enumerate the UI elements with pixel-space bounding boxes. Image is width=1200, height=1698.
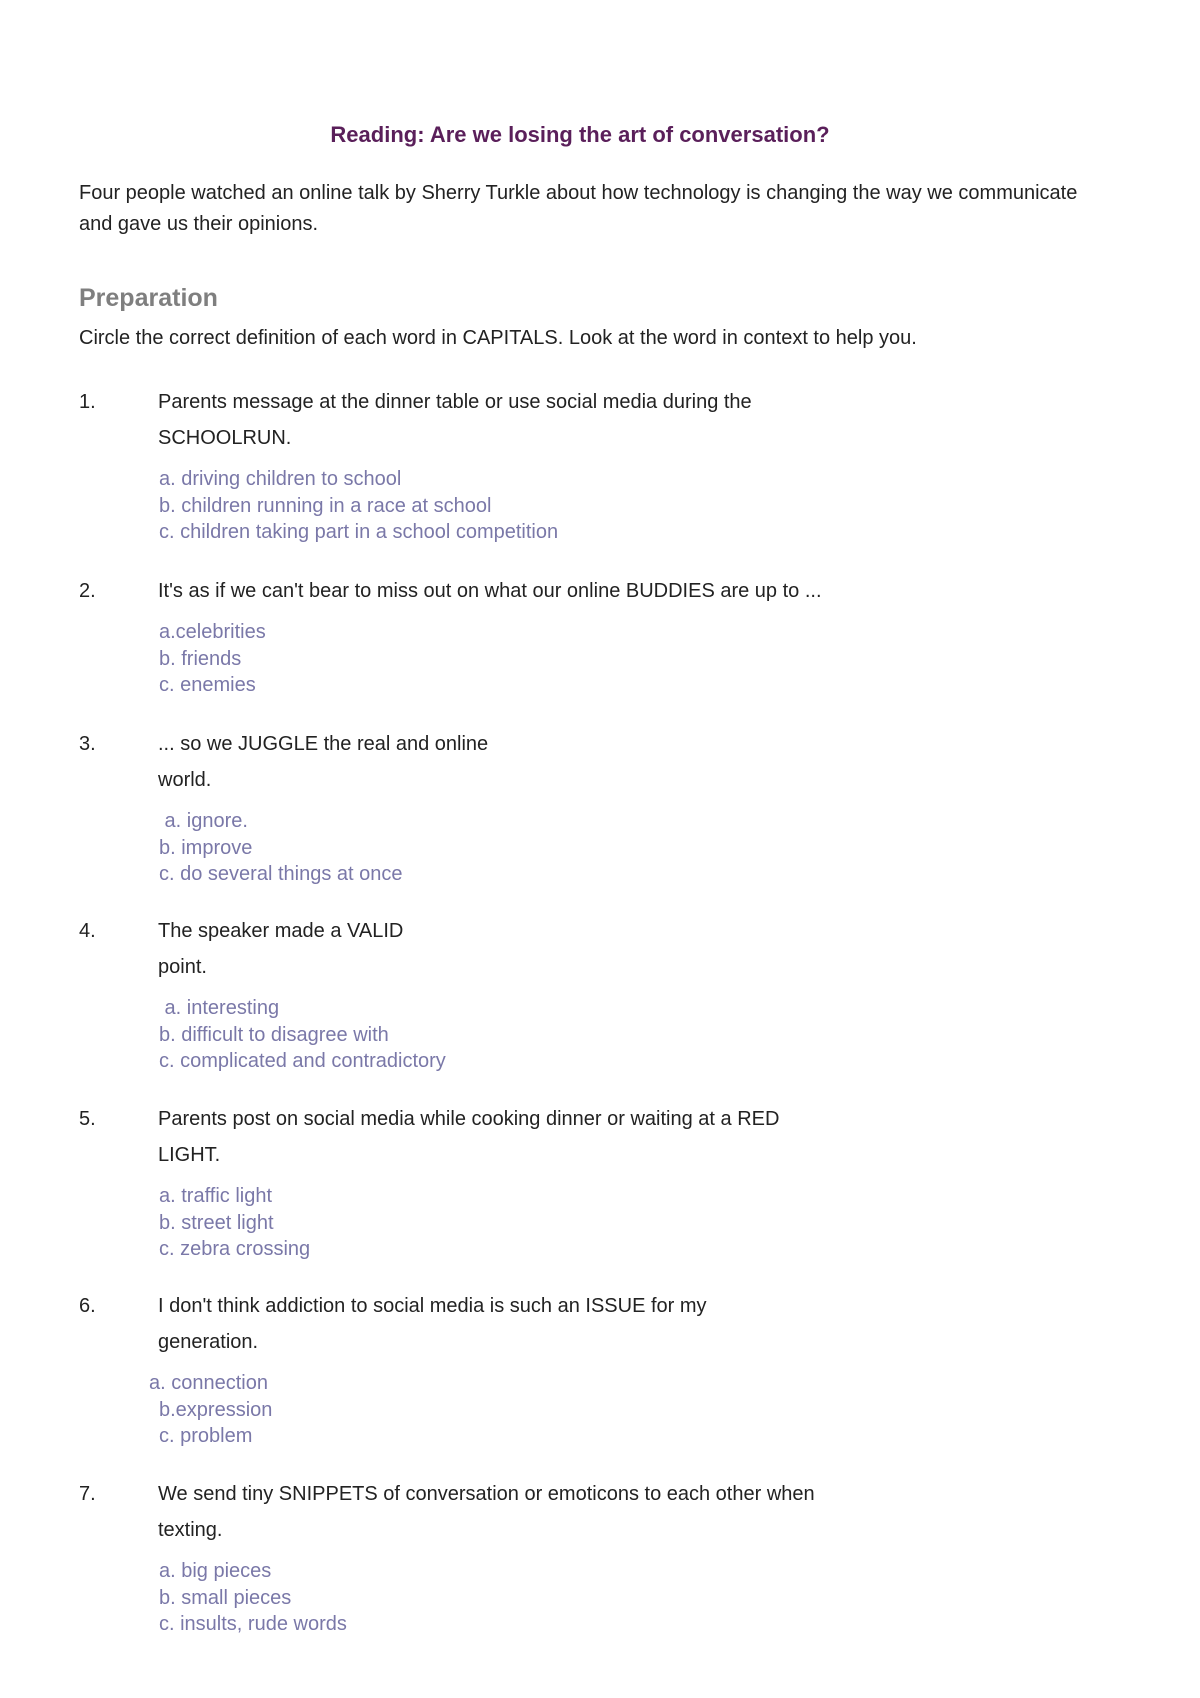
option-a[interactable]: a. ignore. [159,810,248,832]
option-c[interactable]: c. complicated and contradictory [159,1050,446,1072]
question-text [158,726,958,798]
answer-options [159,995,446,1075]
question-line-1: Parents post on social media while cooking dinner or waiting at a RED [158,1108,780,1130]
option-b[interactable]: b. street light [159,1211,274,1234]
option-b[interactable]: b. improve [159,836,253,859]
section-heading: Preparation [79,284,218,312]
option-b[interactable]: b.expression [159,1398,273,1421]
question-text [158,1101,958,1173]
question-text [158,913,958,985]
option-b[interactable]: b. difficult to disagree with [159,1023,389,1046]
question-line-2: point. [158,956,207,978]
question-line-1: We send tiny SNIPPETS of conversation or emoticons to each other when [158,1483,815,1505]
option-b[interactable]: b. friends [159,647,242,670]
question-number: 7. [79,1483,96,1505]
question-line-1: ... so we JUGGLE the real and online [158,733,489,755]
question-line-1: It's as if we can't bear to miss out on what our online BUDDIES are up to ... [158,580,822,602]
option-c[interactable]: c. children taking part in a school competition [159,521,559,543]
question-number: 3. [79,733,96,755]
question-line-2: LIGHT. [158,1144,221,1166]
answer-options [149,1370,273,1450]
option-c[interactable]: c. do several things at once [159,863,403,885]
question-line-2: texting. [158,1519,223,1541]
intro-paragraph: Four people watched an online talk by Sherry Turkle about how technology is changing the way we communicate and gave us their opinions. [79,182,1078,235]
option-a[interactable]: a. traffic light [159,1185,273,1207]
page-title: Reading: Are we losing the art of conversation? [330,122,830,147]
option-a[interactable]: a. interesting [159,997,280,1019]
question-line-1: I don't think addiction to social media is such an ISSUE for my [158,1295,707,1317]
answer-options [159,1183,310,1263]
option-b[interactable]: b. children running in a race at school [159,494,492,517]
question-text [158,384,958,456]
option-b[interactable]: b. small pieces [159,1586,292,1609]
answer-options [159,619,266,699]
question-number: 4. [79,920,96,942]
option-c[interactable]: c. zebra crossing [159,1238,311,1260]
answer-options [159,1558,347,1638]
answer-options [159,808,402,888]
question-number: 6. [79,1295,96,1317]
option-c[interactable]: c. problem [159,1425,253,1447]
question-line-1: Parents message at the dinner table or use social media during the [158,391,752,413]
question-line-2: SCHOOLRUN. [158,427,292,449]
question-number: 1. [79,391,96,413]
option-a[interactable]: a.celebrities [159,621,266,643]
instructions: Circle the correct definition of each word in CAPITALS. Look at the word in context to help you. [79,327,917,349]
question-text [158,1288,958,1360]
option-a[interactable]: a. big pieces [159,1560,272,1582]
question-number: 2. [79,580,96,602]
option-a[interactable]: a. connection [149,1372,268,1394]
question-text [158,1476,958,1548]
option-c[interactable]: c. insults, rude words [159,1613,347,1635]
question-line-1: The speaker made a VALID [158,920,404,942]
question-text [158,573,1058,609]
option-c[interactable]: c. enemies [159,674,256,696]
question-line-2: generation. [158,1331,259,1353]
question-line-2: world. [158,769,212,791]
question-number: 5. [79,1108,96,1130]
answer-options [159,466,558,546]
option-a[interactable]: a. driving children to school [159,468,402,490]
